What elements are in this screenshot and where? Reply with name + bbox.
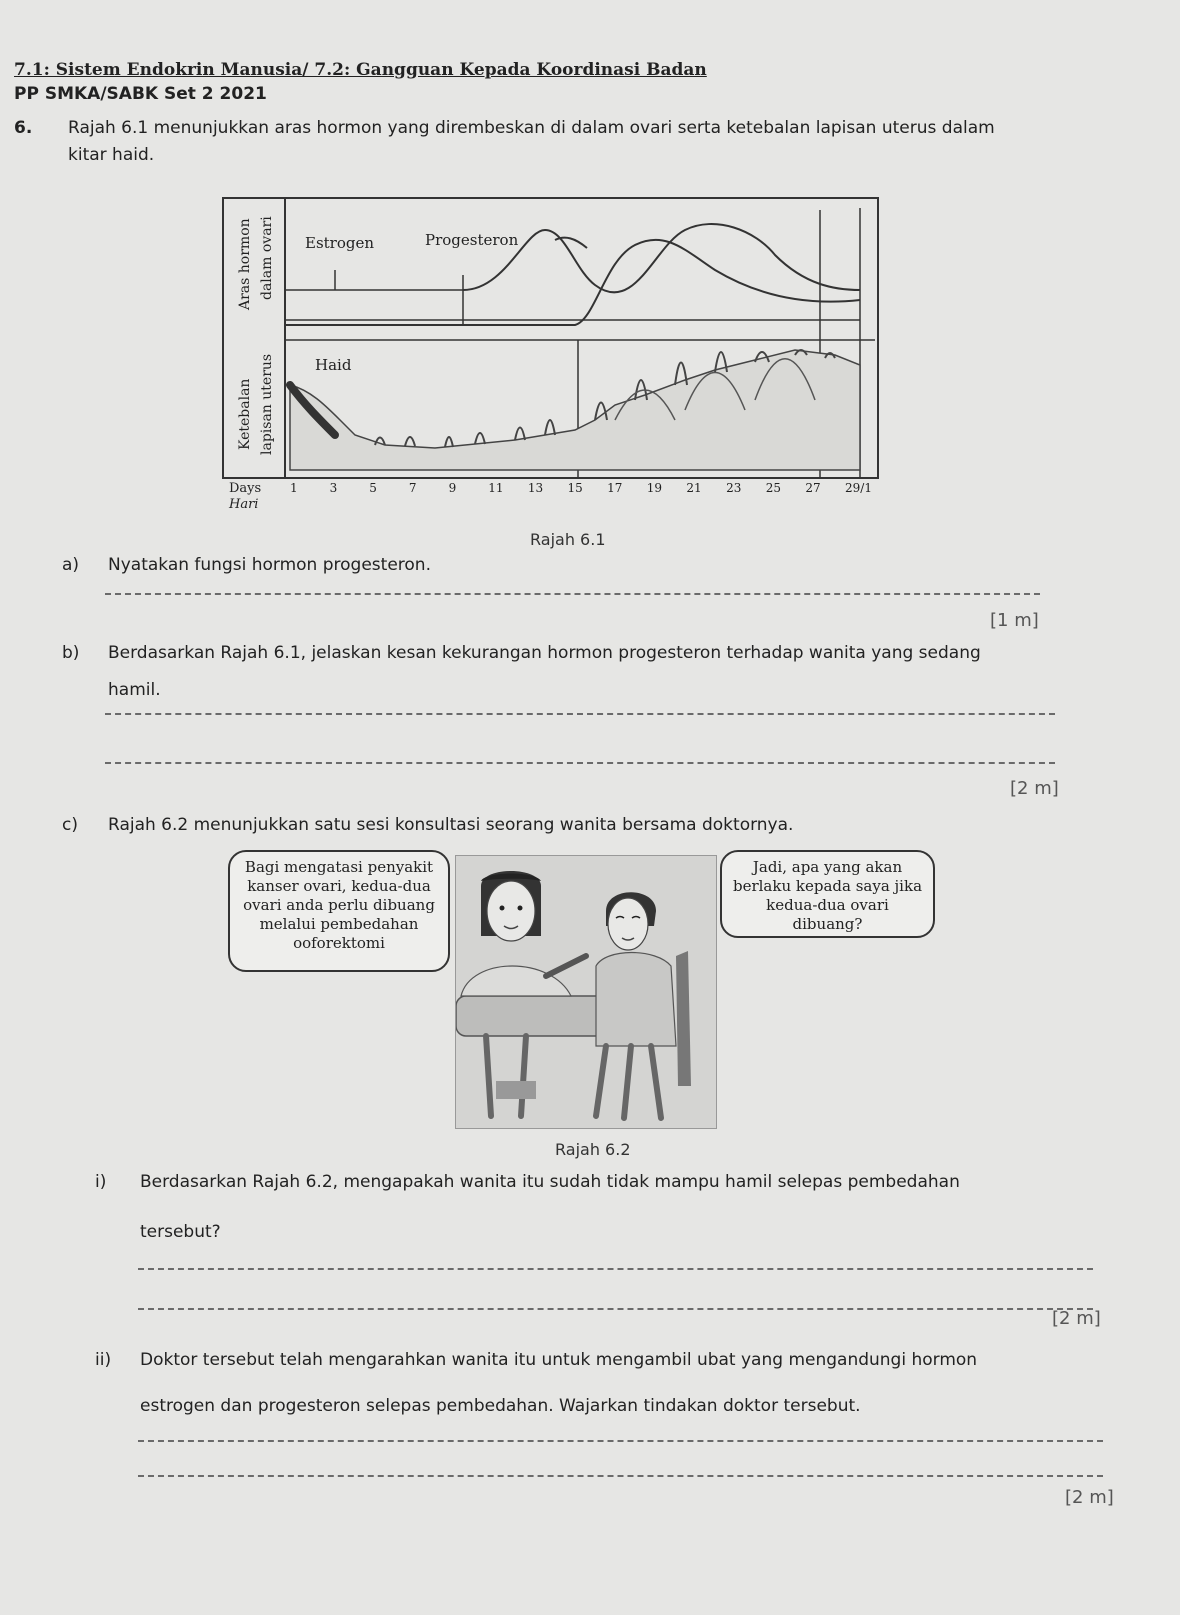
part-cii-text-line1: Doktor tersebut telah mengarahkan wanita itu untuk mengambil ubat yang mengandungi hormon — [140, 1350, 978, 1370]
patient-speech-bubble: Jadi, apa yang akan berlaku kepada saya jika kedua-dua ovari dibuang? — [720, 850, 935, 938]
part-ci-mark: [2 m] — [1052, 1308, 1101, 1329]
progesteron-label: Progesteron — [425, 231, 519, 249]
day-tick-label: 3 — [329, 481, 338, 495]
part-cii-mark: [2 m] — [1065, 1487, 1114, 1508]
day-tick-label: 1 — [290, 481, 298, 495]
top-axis-label1: Aras hormon — [237, 218, 253, 310]
part-cii-text-line2: estrogen dan progesteron selepas pembedahan. Wajarkan tindakan doktor tersebut. — [140, 1396, 861, 1416]
day-tick-label: 27 — [805, 481, 821, 495]
part-b-mark: [2 m] — [1010, 778, 1059, 799]
day-tick-label: 13 — [527, 481, 544, 495]
day-tick-label: 23 — [726, 481, 742, 495]
part-b-label: b) — [62, 643, 80, 663]
day-tick-label: 15 — [567, 481, 583, 495]
hari-label: Hari — [229, 497, 259, 512]
uterus-lining — [290, 350, 860, 470]
question-intro-line1: Rajah 6.1 menunjukkan aras hormon yang dirembeskan di dalam ovari serta ketebalan lapisan uterus dalam — [68, 118, 995, 138]
answer-line-a[interactable] — [105, 593, 1040, 595]
day-tick-label: 7 — [408, 481, 417, 495]
haid-label: Haid — [315, 356, 352, 374]
days-label: Days — [229, 481, 262, 496]
day-tick-label: 5 — [369, 481, 377, 495]
answer-line-b2[interactable] — [105, 762, 1055, 764]
part-b-text-line2: hamil. — [108, 680, 161, 700]
part-cii-label: ii) — [95, 1350, 112, 1370]
part-ci-text-line2: tersebut? — [140, 1222, 221, 1242]
bottom-axis-label2: lapisan uterus — [259, 353, 275, 455]
part-a-text: Nyatakan fungsi hormon progesteron. — [108, 555, 431, 575]
part-c-text: Rajah 6.2 menunjukkan satu sesi konsultasi seorang wanita bersama doktornya. — [108, 815, 794, 835]
topic-title: 7.1: Sistem Endokrin Manusia/ 7.2: Gangguan Kepada Koordinasi Badan — [14, 60, 707, 80]
answer-line-cii2[interactable] — [138, 1475, 1103, 1477]
top-axis-label2: dalam ovari — [259, 216, 275, 300]
figure-6-2-illustration — [455, 855, 717, 1129]
figure-6-1-caption: Rajah 6.1 — [530, 530, 606, 549]
day-tick-label: 29/1 — [845, 481, 872, 495]
answer-line-cii1[interactable] — [138, 1440, 1103, 1442]
figure-6-2-caption: Rajah 6.2 — [555, 1140, 631, 1159]
part-ci-label: i) — [95, 1172, 107, 1192]
part-a-mark: [1 m] — [990, 610, 1039, 631]
estrogen-label: Estrogen — [305, 234, 375, 252]
answer-line-b1[interactable] — [105, 713, 1055, 715]
part-c-label: c) — [62, 815, 78, 835]
source-label: PP SMKA/SABK Set 2 2021 — [14, 84, 267, 104]
question-intro-line2: kitar haid. — [68, 145, 155, 165]
part-b-text-line1: Berdasarkan Rajah 6.1, jelaskan kesan kekurangan hormon progesteron terhadap wanita yang sedang — [108, 643, 981, 663]
question-number: 6. — [14, 118, 33, 138]
answer-line-ci1[interactable] — [138, 1268, 1093, 1270]
bottom-axis-label1: Ketebalan — [237, 378, 253, 450]
estrogen-curve — [463, 224, 860, 292]
day-tick-label: 9 — [448, 481, 457, 495]
answer-line-ci2[interactable] — [138, 1308, 1093, 1310]
day-tick-label: 19 — [646, 481, 663, 495]
part-ci-text-line1: Berdasarkan Rajah 6.2, mengapakah wanita itu sudah tidak mampu hamil selepas pembedahan — [140, 1172, 960, 1192]
doctor-speech-bubble: Bagi mengatasi penyakit kanser ovari, kedua-dua ovari anda perlu dibuang melalui pembedahan ooforektomi — [228, 850, 450, 972]
day-tick-label: 25 — [765, 481, 781, 495]
day-tick-label: 17 — [607, 481, 623, 495]
day-tick-label: 21 — [686, 481, 702, 495]
part-a-label: a) — [62, 555, 80, 575]
day-tick-label: 11 — [488, 481, 504, 495]
figure-6-1 — [215, 190, 905, 525]
